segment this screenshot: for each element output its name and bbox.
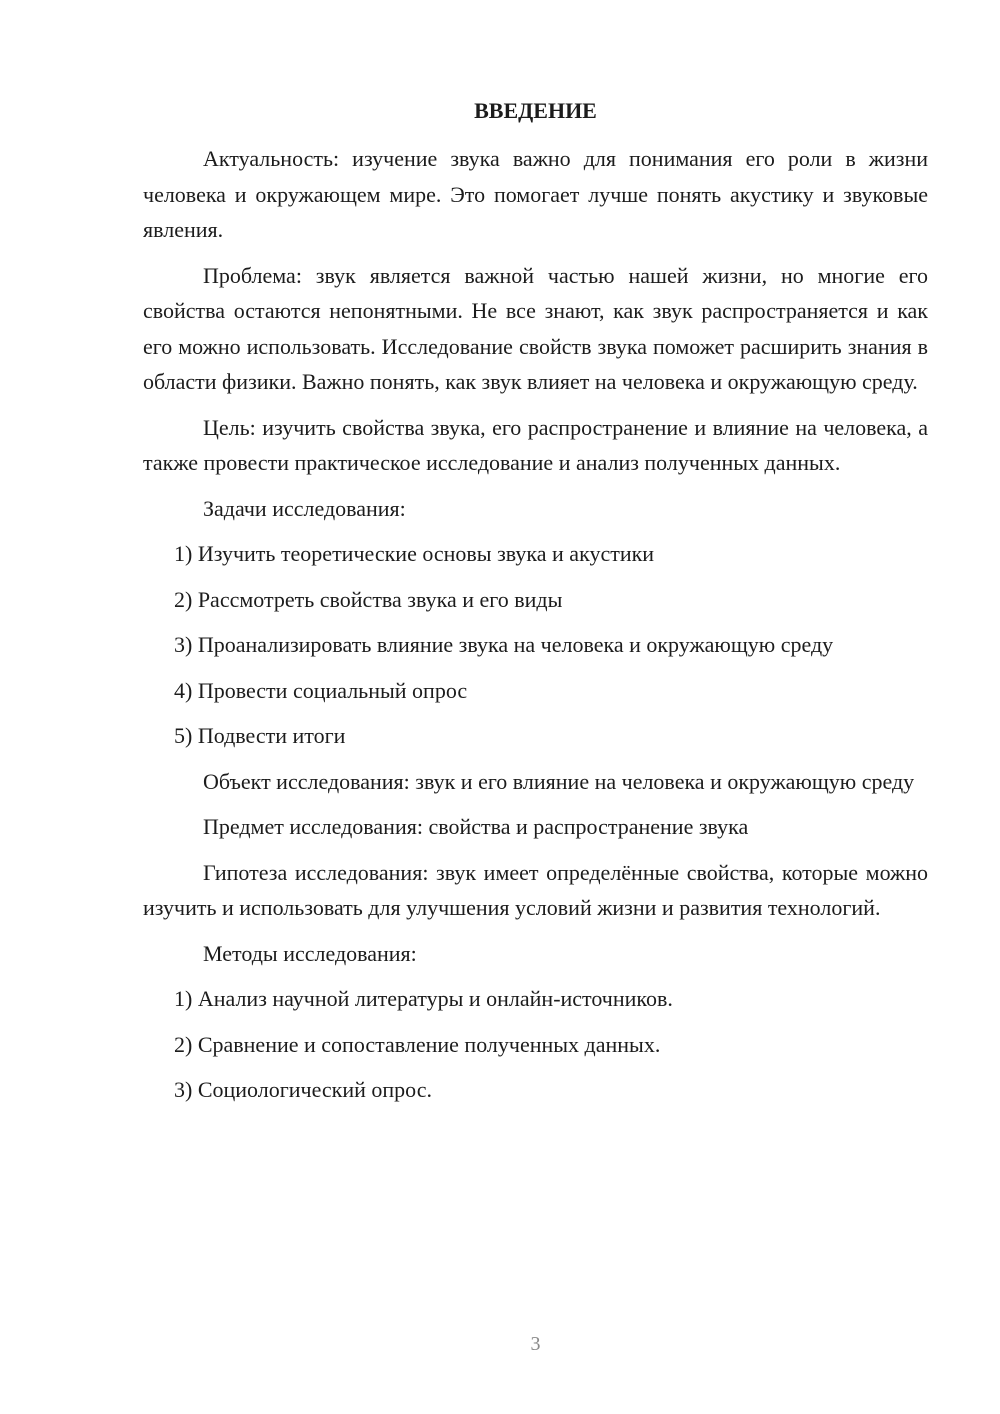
relevance-paragraph: Актуальность: изучение звука важно для понимания его роли в жизни человека и окружающем мире. Это помогает лучше понять акустику и звуковые явления.: [143, 146, 928, 242]
goal-paragraph: Цель: изучить свойства звука, его распространение и влияние на человека, а также провести практическое исследование и анализ полученных данных.: [143, 414, 928, 475]
section-title: ВВЕДЕНИЕ: [474, 98, 597, 123]
task-item: 3) Проанализировать влияние звука на человека и окружающую среду: [174, 632, 834, 657]
subject-paragraph: Предмет исследования: свойства и распространение звука: [203, 814, 749, 839]
document-body: [143, 141, 928, 1118]
hypothesis-paragraph: Гипотеза исследования: звук имеет определённые свойства, которые можно изучить и использовать для улучшения условий жизни и развития технологий.: [143, 859, 928, 920]
object-paragraph: Объект исследования: звук и его влияние на человека и окружающую среду: [203, 768, 915, 794]
task-item: 5) Подвести итоги: [174, 723, 346, 748]
task-item: 2) Рассмотреть свойства звука и его виды: [174, 586, 563, 612]
document-page: [143, 0, 928, 1414]
tasks-heading: Задачи исследования:: [203, 495, 406, 521]
method-item: 1) Анализ научной литературы и онлайн-источников.: [174, 986, 673, 1011]
methods-heading: Методы исследования:: [203, 940, 417, 966]
task-item: 4) Провести социальный опрос: [174, 677, 468, 703]
methods-list: [143, 981, 928, 1108]
tasks-list: [143, 536, 928, 754]
problem-paragraph: Проблема: звук является важной частью нашей жизни, но многие его свойства остаются непонятными. Не все знают, как звук распространяется и как его можно использовать. Исследование свойств звука поможет расширить знания в области физики. Важно понять, как звук влияет на человека и окружающую среду.: [143, 262, 928, 394]
task-item: 1) Изучить теоретические основы звука и акустики: [174, 541, 655, 566]
page-number: 3: [530, 1333, 541, 1355]
method-item: 2) Сравнение и сопоставление полученных данных.: [174, 1031, 661, 1057]
method-item: 3) Социологический опрос.: [174, 1077, 432, 1102]
